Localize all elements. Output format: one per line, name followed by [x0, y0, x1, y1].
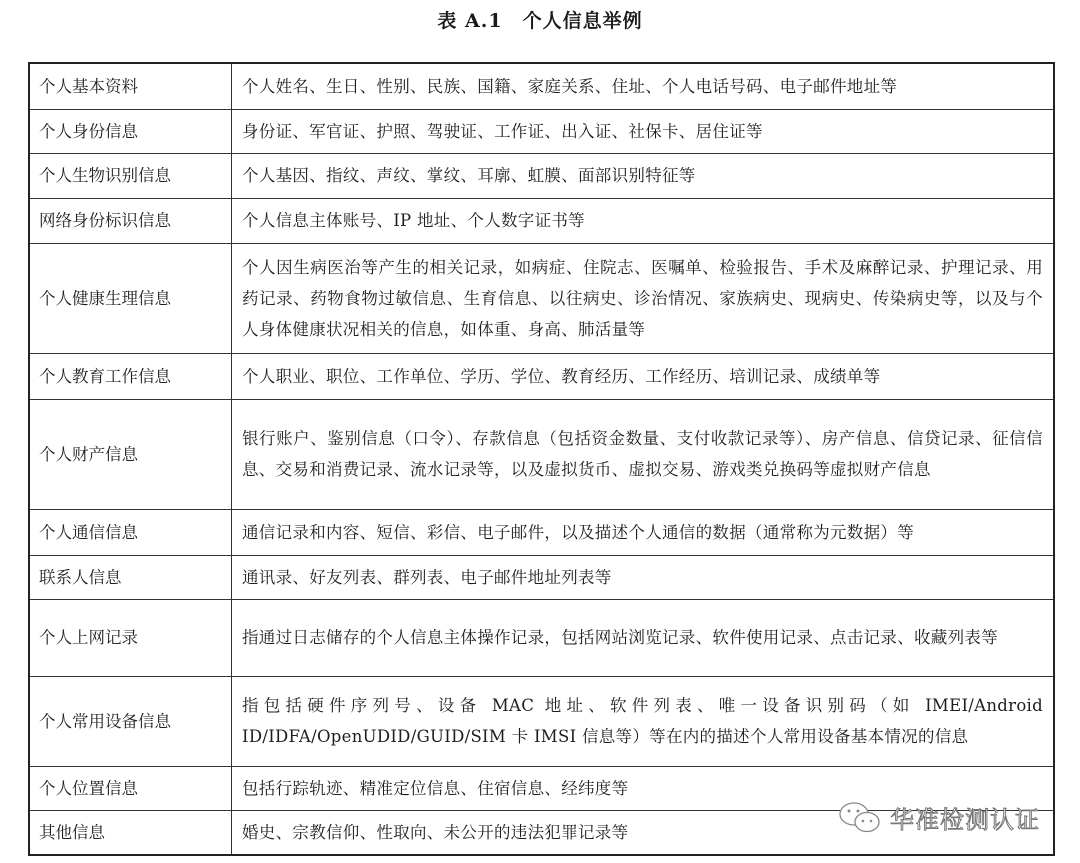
description-cell: 个人因生病医治等产生的相关记录，如病症、住院志、医嘱单、检验报告、手术及麻醉记录、护理记录、用药记录、药物食物过敏信息、生育信息、以往病史、诊治情况、家族病史、现病史、传染病史等，以及与个人身体健康状况相关的信息，如体重、身高、肺活量等: [232, 243, 1055, 353]
table-title: 表 A.1 个人信息举例: [437, 10, 643, 32]
category-cell: 个人上网记录: [29, 599, 232, 676]
table-row: [29, 599, 1054, 676]
category-cell: 个人基本资料: [29, 63, 232, 109]
wechat-icon: [838, 801, 882, 835]
category-cell: 个人通信信息: [29, 509, 232, 555]
category-cell: 网络身份标识信息: [29, 198, 232, 243]
description-cell: 通信记录和内容、短信、彩信、电子邮件，以及描述个人通信的数据（通常称为元数据）等: [232, 509, 1055, 555]
watermark-text: 华准检测认证: [890, 806, 1040, 834]
description-cell: 身份证、军官证、护照、驾驶证、工作证、出入证、社保卡、居住证等: [232, 109, 1055, 153]
description-cell: 通讯录、好友列表、群列表、电子邮件地址列表等: [232, 555, 1055, 599]
description-cell: 个人姓名、生日、性别、民族、国籍、家庭关系、住址、个人电话号码、电子邮件地址等: [232, 63, 1055, 109]
category-cell: 个人生物识别信息: [29, 153, 232, 198]
table-row: [29, 676, 1054, 766]
personal-info-table: [28, 62, 1055, 856]
category-cell: 个人健康生理信息: [29, 243, 232, 353]
watermark: [838, 800, 1040, 835]
table-row: [29, 555, 1054, 599]
description-cell: 个人基因、指纹、声纹、掌纹、耳廓、虹膜、面部识别特征等: [232, 153, 1055, 198]
category-cell: 个人身份信息: [29, 109, 232, 153]
category-cell: 个人常用设备信息: [29, 676, 232, 766]
table-row: [29, 109, 1054, 153]
description-cell: 个人职业、职位、工作单位、学历、学位、教育经历、工作经历、培训记录、成绩单等: [232, 353, 1055, 399]
category-cell: 个人位置信息: [29, 766, 232, 810]
table-row: [29, 198, 1054, 243]
description-cell: 指通过日志储存的个人信息主体操作记录，包括网站浏览记录、软件使用记录、点击记录、收藏列表等: [232, 599, 1055, 676]
category-cell: 其他信息: [29, 810, 232, 855]
description-cell: 婚史、宗教信仰、性取向、未公开的违法犯罪记录等: [232, 810, 1055, 855]
table-row: [29, 63, 1054, 109]
description-cell: 指包括硬件序列号、设备 MAC 地址、软件列表、唯一设备识别码（如 IMEI/Android ID/IDFA/OpenUDID/GUID/SIM 卡 IMSI 信息等）等在内的描述个人常用设备基本情况的信息: [232, 676, 1055, 766]
table-row: [29, 399, 1054, 509]
table-row: [29, 353, 1054, 399]
category-cell: 个人教育工作信息: [29, 353, 232, 399]
category-cell: 联系人信息: [29, 555, 232, 599]
category-cell: 个人财产信息: [29, 399, 232, 509]
table-row: [29, 243, 1054, 353]
table-row: [29, 509, 1054, 555]
description-cell: 银行账户、鉴别信息（口令）、存款信息（包括资金数量、支付收款记录等）、房产信息、信贷记录、征信信息、交易和消费记录、流水记录等，以及虚拟货币、虚拟交易、游戏类兑换码等虚拟财产信息: [232, 399, 1055, 509]
table-row: [29, 153, 1054, 198]
description-cell: 包括行踪轨迹、精准定位信息、住宿信息、经纬度等: [232, 766, 1055, 810]
description-cell: 个人信息主体账号、IP 地址、个人数字证书等: [232, 198, 1055, 243]
